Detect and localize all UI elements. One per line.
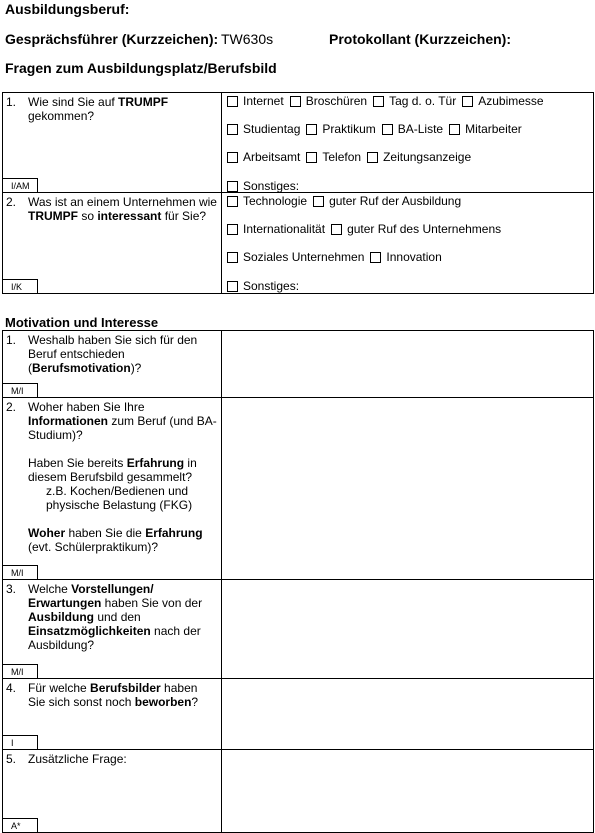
answer-options-cell <box>222 193 594 294</box>
checkbox[interactable] <box>227 152 238 163</box>
question-text: 1. Wie sind Sie auf TRUMPF gekommen? <box>6 95 169 123</box>
ausbildungsplatz-table <box>2 92 594 294</box>
question-text: 4. Für welche Berufsbilder haben Sie sich sonst noch beworben? <box>6 681 199 709</box>
question-cell <box>3 331 222 398</box>
option-tag-d-o-tür[interactable] <box>373 94 456 108</box>
option-row <box>227 250 448 266</box>
option-innovation[interactable] <box>370 250 441 264</box>
question-number: 4. <box>6 681 17 695</box>
option-label: Studientag <box>243 122 301 136</box>
category-code: I/K <box>3 279 38 293</box>
option-studientag[interactable] <box>227 122 300 136</box>
option-label: Arbeitsamt <box>243 150 301 164</box>
option-label: Zeitungsanzeige <box>383 150 472 164</box>
checkbox[interactable] <box>227 252 238 263</box>
option-label: BA-Liste <box>397 122 444 136</box>
answer-field[interactable] <box>222 398 594 580</box>
option-label: Sonstiges: <box>243 279 300 293</box>
answer-options-cell <box>222 93 594 193</box>
checkbox[interactable] <box>373 96 384 107</box>
option-label: Tag d. o. Tür <box>389 94 457 108</box>
answer-field[interactable] <box>222 580 594 679</box>
checkbox[interactable] <box>290 96 301 107</box>
option-label: Azubimesse <box>478 94 544 108</box>
checkbox[interactable] <box>227 224 238 235</box>
checkbox[interactable] <box>227 281 238 292</box>
gespraechsfuehrer-value[interactable]: TW630s <box>221 31 274 47</box>
option-label: Telefon <box>322 150 362 164</box>
question-text: 2. Woher haben Sie Ihre Informationen zum Beruf (und BA-Studium)? Haben Sie bereits Erfahrung in diesem Berufsbild gesammelt? z.B. Kochen/Bedienen und physische Belastung (FKG) Woher haben Sie die Erfahrung (evt. Schülerpraktikum)? <box>6 400 217 554</box>
beruf-label: Ausbildungsberuf: <box>5 1 130 17</box>
option-soziales-unternehmen[interactable] <box>227 250 364 264</box>
answer-field[interactable] <box>222 750 594 833</box>
motivation-table <box>2 330 594 833</box>
option-label: Broschüren <box>305 94 368 108</box>
option-label: Innovation <box>386 250 442 264</box>
option-technologie[interactable] <box>227 194 307 208</box>
question-cell <box>3 679 222 750</box>
section2-title: Motivation und Interesse <box>5 315 159 330</box>
question-cell <box>3 580 222 679</box>
question-cell <box>3 93 222 193</box>
option-internet[interactable] <box>227 94 284 108</box>
option-label: Praktikum <box>322 122 376 136</box>
option-label: Sonstiges: <box>243 179 300 193</box>
question-number: 2. <box>6 400 17 414</box>
question-number: 3. <box>6 582 17 596</box>
option-label: Internet <box>243 94 284 108</box>
option-mitarbeiter[interactable] <box>449 122 522 136</box>
checkbox[interactable] <box>462 96 473 107</box>
category-code: A* <box>3 818 38 832</box>
checkbox[interactable] <box>449 124 460 135</box>
checkbox[interactable] <box>367 152 378 163</box>
option-row <box>227 222 507 238</box>
question-number: 1. <box>6 95 17 109</box>
option-label: Soziales Unternehmen <box>243 250 365 264</box>
checkbox[interactable] <box>382 124 393 135</box>
option-label: guter Ruf des Unternehmens <box>347 222 502 236</box>
question-text: 2. Was ist an einem Unternehmen wie TRUMPF so interessant für Sie? <box>6 195 217 223</box>
question-number: 1. <box>6 333 17 347</box>
checkbox[interactable] <box>227 181 238 192</box>
checkbox[interactable] <box>313 196 324 207</box>
question-text: 5. Zusätzliche Frage: <box>6 752 127 766</box>
option-broschüren[interactable] <box>290 94 367 108</box>
option-label: guter Ruf der Ausbildung <box>329 194 462 208</box>
gespraechsfuehrer-label: Gesprächsführer (Kurzzeichen): <box>5 31 219 47</box>
question-number: 2. <box>6 195 17 209</box>
option-row <box>227 194 467 210</box>
option-sonstiges[interactable] <box>227 179 299 193</box>
checkbox[interactable] <box>227 96 238 107</box>
question-text: 3. Welche Vorstellungen/ Erwartungen haben Sie von der Ausbildung und den Einsatzmöglichkeiten nach der Ausbildung? <box>6 582 203 652</box>
option-row <box>227 94 550 110</box>
option-zeitungsanzeige[interactable] <box>367 150 471 164</box>
option-internationalität[interactable] <box>227 222 325 236</box>
option-guter-ruf-des-unternehmens[interactable] <box>331 222 501 236</box>
option-sonstiges[interactable] <box>227 279 299 293</box>
category-code: I <box>3 735 38 749</box>
checkbox[interactable] <box>227 196 238 207</box>
category-code: M/I <box>3 565 38 579</box>
question-text: 1. Weshalb haben Sie sich für den Beruf entschieden (Berufsmotivation)? <box>6 333 198 375</box>
option-label: Internationalität <box>243 222 326 236</box>
question-cell <box>3 398 222 580</box>
checkbox[interactable] <box>227 124 238 135</box>
category-code: M/I <box>3 664 38 678</box>
option-ba-liste[interactable] <box>382 122 443 136</box>
option-label: Technologie <box>243 194 308 208</box>
section1-title: Fragen zum Ausbildungsplatz/Berufsbild <box>5 60 277 76</box>
protokollant-label: Protokollant (Kurzzeichen): <box>329 31 512 47</box>
option-row <box>227 279 305 295</box>
option-label: Mitarbeiter <box>465 122 522 136</box>
option-guter-ruf-der-ausbildung[interactable] <box>313 194 461 208</box>
checkbox[interactable] <box>331 224 342 235</box>
question-number: 5. <box>6 752 17 766</box>
checkbox[interactable] <box>370 252 381 263</box>
answer-field[interactable] <box>222 331 594 398</box>
option-row <box>227 150 477 166</box>
answer-field[interactable] <box>222 679 594 750</box>
checkbox[interactable] <box>306 152 317 163</box>
question-cell <box>3 750 222 833</box>
checkbox[interactable] <box>306 124 317 135</box>
option-telefon[interactable] <box>306 150 361 164</box>
option-row <box>227 122 528 138</box>
option-arbeitsamt[interactable] <box>227 150 300 164</box>
option-azubimesse[interactable] <box>462 94 543 108</box>
category-code: M/I <box>3 383 38 397</box>
category-code: I/AM <box>3 178 38 192</box>
question-cell <box>3 193 222 294</box>
option-praktikum[interactable] <box>306 122 375 136</box>
